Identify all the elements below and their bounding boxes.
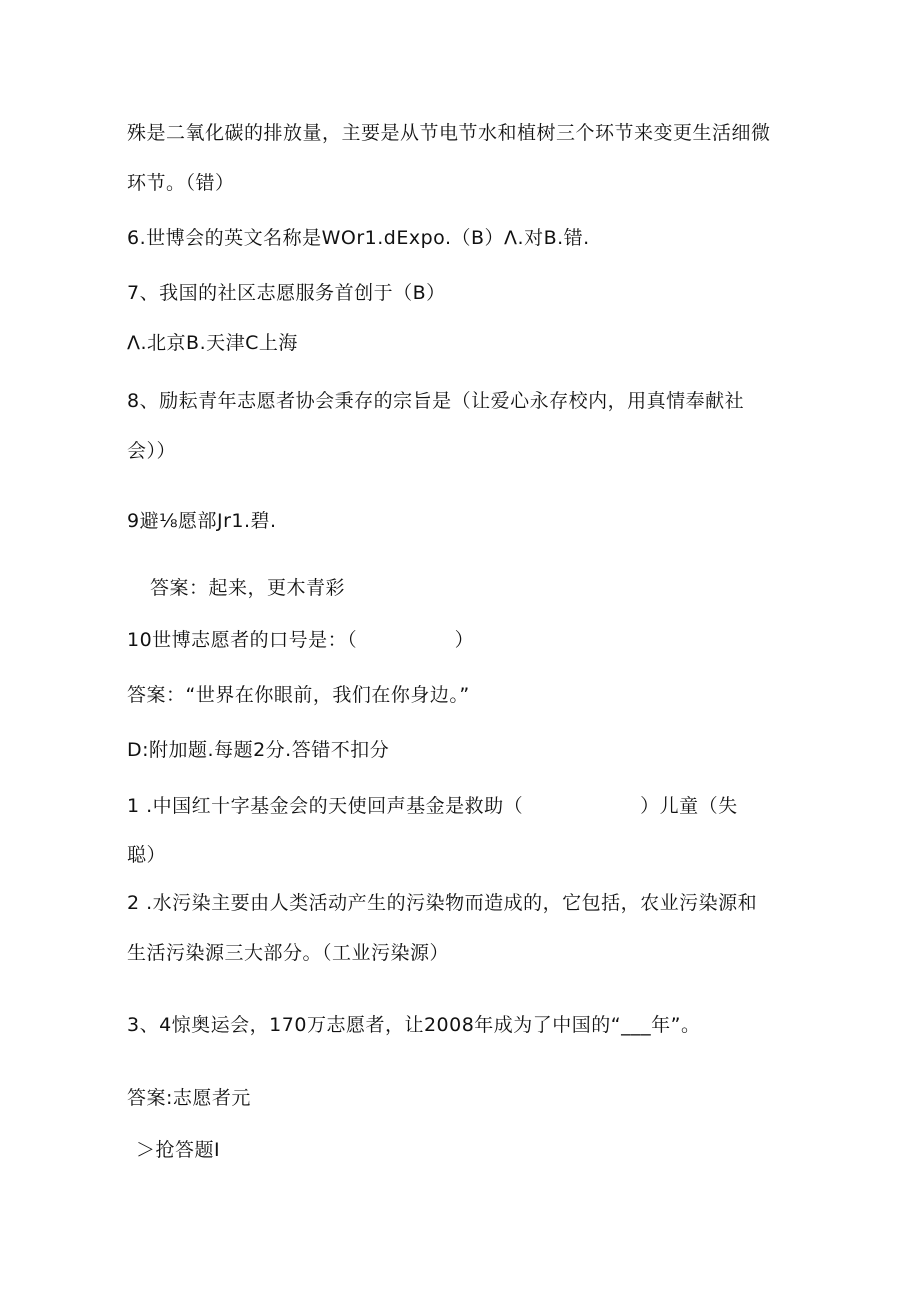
text-line: 环节。（错） xyxy=(127,172,235,194)
text-line: 会）） xyxy=(127,440,177,462)
section-heading-rush: ＞抢答题I xyxy=(136,1139,221,1161)
bonus-question-1: 1 .中国红十字基金会的天使回声基金是救助（ ）儿童（失 xyxy=(127,795,738,817)
answer-bonus-3: 答案:志愿者元 xyxy=(127,1087,251,1109)
answer-9: 答案：起来，更木青彩 xyxy=(150,577,346,599)
question-9: 9避⅛愿部Jr1.碧. xyxy=(127,510,277,532)
text-line: 生活污染源三大部分。（工业污染源） xyxy=(127,942,450,964)
answer-10: 答案：“世界在你眼前，我们在你身边。” xyxy=(127,684,470,706)
question-7: 7、我国的社区志愿服务首创于（B） xyxy=(127,282,446,304)
bonus-question-3: 3、4惊奥运会，170万志愿者，让2008年成为了中国的“___年”。 xyxy=(127,1014,701,1036)
bonus-question-2: 2 .水污染主要由人类活动产生的污染物而造成的，它包括，农业污染源和 xyxy=(127,892,758,914)
question-10: 10世博志愿者的口号是：（ ） xyxy=(127,629,475,651)
question-6: 6.世博会的英文名称是WOr1.dExpo.（B）Λ.对B.错. xyxy=(127,227,590,249)
text-line: 殊是二氧化碳的排放量，主要是从节电节水和植树三个环节来变更生活细微 xyxy=(127,122,771,144)
section-heading-bonus: D:附加题.每题2分.答错不扣分 xyxy=(127,739,390,761)
question-7-options: Λ.北京B.天津C上海 xyxy=(127,332,298,354)
text-line: 聪） xyxy=(127,844,167,866)
question-8: 8、励耘青年志愿者协会秉存的宗旨是（让爱心永存校内，用真情奉献社 xyxy=(127,390,745,412)
